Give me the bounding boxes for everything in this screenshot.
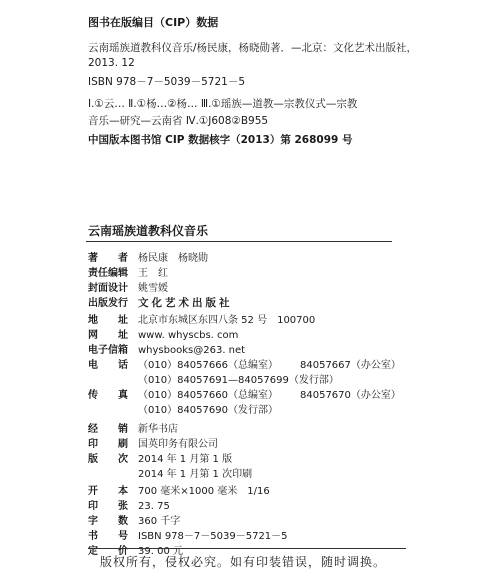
field-word-count [88,512,180,527]
field-label: 书 号 [88,531,128,542]
cip-line-3: ISBN 978－7－5039－5721－5 [88,76,246,88]
cip-line-2: 2013. 12 [88,57,135,69]
field-value: 360 千字 [138,516,181,527]
book-title: 云南瑶族道教科仪音乐 [88,224,209,238]
field-value: 700 毫米×1000 毫米 1/16 [138,486,270,497]
field-label: 字 数 [88,516,128,527]
field-label: 经 销 [88,424,128,435]
field-cover-design [88,279,168,294]
cip-line-1: 云南瑶族道教科仪音乐/杨民康，杨晓勋著．—北京：文化艺术出版社， [88,42,418,54]
cip-line-4: Ⅰ.①云… Ⅱ.①杨…②杨… Ⅲ.①瑶族—道教—宗教仪式—宗教 [88,98,358,110]
field-label: 网 址 [88,330,128,341]
field-label: 著 者 [88,253,128,264]
cip-heading: 图书在版编目（CIP）数据 [88,16,219,29]
phone-distribution [88,371,339,386]
field-fax [88,386,401,401]
field-value: 23. 75 [138,501,170,512]
field-value: 姚雪媛 [138,283,168,294]
field-sheets [88,497,170,512]
field-value: 39. 00 元 [138,546,183,557]
phone-office: 84057667（办公室） [300,360,401,371]
field-label: 印 刷 [88,439,128,450]
field-printing [88,465,252,480]
field-format [88,482,270,497]
field-label: 出版发行 [88,298,128,309]
field-address [88,311,315,326]
field-label: 封面设计 [88,283,128,294]
field-value: （010）84057691—84057699（发行部） [138,375,339,386]
field-label: 传 真 [88,390,128,401]
title-rule [86,241,392,242]
field-author [88,249,208,264]
field-value: whysbooks@263. net [138,345,246,356]
publisher-logo-text: 文化艺术出版社 [138,297,233,309]
field-value: （010）84057690（发行部） [138,405,278,416]
field-value: 王 红 [138,268,168,279]
field-value: 2014 年 1 月第 1 次印刷 [138,469,253,480]
field-editor [88,264,168,279]
field-isbn [88,527,288,542]
field-label: 定 价 [88,546,128,557]
field-label: 印 张 [88,501,128,512]
field-value: 国英印务有限公司 [138,439,218,450]
field-label: 版 次 [88,454,128,465]
cip-line-5: 音乐—研究—云南省 Ⅳ.①J608②B955 [88,115,269,127]
field-label: 电 话 [88,360,128,371]
footer-rule [88,548,406,549]
field-label: 地 址 [88,315,128,326]
field-value: 杨民康 杨晓勋 [138,253,208,264]
field-label: 电子信箱 [88,345,128,356]
field-printer [88,435,218,450]
field-edition [88,450,232,465]
field-label: 开 本 [88,486,128,497]
field-email [88,341,245,356]
field-website [88,326,238,341]
phone-editorial: （010）84057666（总编室） [138,360,278,371]
copyright-notice: 版权所有，侵权必究。如有印装错误，随时调换。 [100,555,387,569]
fax-editorial: （010）84057660（总编室） [138,390,278,401]
field-value: 北京市东城区东四八条 52 号 100700 [138,315,316,326]
field-label: 责任编辑 [88,268,128,279]
cip-core-data: 中国版本图书馆 CIP 数据核字（2013）第 268099 号 [88,134,353,146]
field-phone [88,356,401,371]
fax-office: 84057670（办公室） [300,390,401,401]
field-value: ISBN 978－7－5039－5721－5 [138,531,288,542]
field-value: www. whyscbs. com [138,330,239,341]
field-distributor [88,420,178,435]
fax-distribution [88,401,278,416]
field-value: 2014 年 1 月第 1 版 [138,454,233,465]
field-value: 新华书店 [138,424,178,435]
field-publisher [88,294,233,310]
